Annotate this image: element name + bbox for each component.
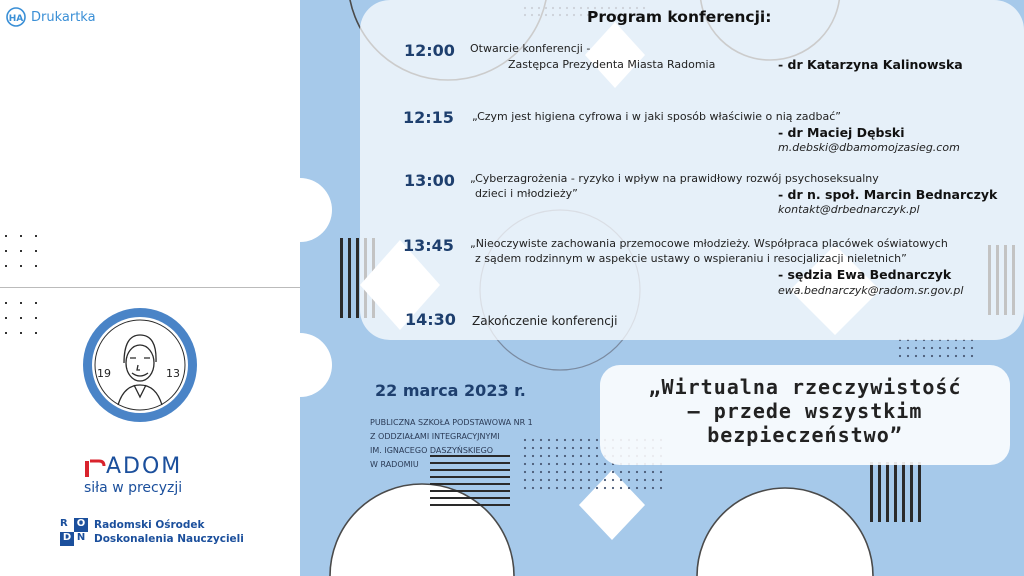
left-panel — [0, 0, 300, 576]
rodn-badge-cell: R — [60, 518, 68, 529]
decorative-dot — [660, 479, 662, 481]
decorative-dot — [915, 355, 917, 357]
decorative-dot — [604, 463, 606, 465]
divider — [0, 287, 300, 288]
agenda-line: „Nieoczywiste zachowania przemocowe młodzieży. Współpraca placówek oświatowych — [470, 237, 948, 250]
decorative-dot — [652, 487, 654, 489]
decorative-dot — [939, 347, 941, 349]
decorative-dot — [35, 265, 37, 267]
decorative-dot — [596, 479, 598, 481]
speaker-email[interactable]: kontakt@drbednarczyk.pl — [778, 203, 920, 216]
decorative-dot — [636, 479, 638, 481]
drukartka-logo-icon — [6, 7, 26, 27]
school-line: Z ODDZIAŁAMI INTEGRACYJNYMI — [370, 432, 500, 441]
event-slogan — [605, 375, 1005, 447]
school-line: IM. IGNACEGO DASZYŃSKIEGO — [370, 446, 494, 455]
decorative-dot — [931, 347, 933, 349]
rodn-badge-cell: N — [76, 532, 86, 543]
decorative-dot — [564, 479, 566, 481]
program-title: Program konferencji: — [587, 8, 772, 26]
speaker-email[interactable]: m.debski@dbamomojzasieg.com — [778, 141, 960, 154]
decorative-dot — [620, 479, 622, 481]
decorative-dot — [572, 487, 574, 489]
rodn-name-line1: Radomski Ośrodek — [94, 519, 205, 531]
decorative-dot — [20, 317, 22, 319]
decorative-dot — [5, 235, 7, 237]
decorative-dot — [532, 487, 534, 489]
decorative-dot — [588, 487, 590, 489]
rodn-badge-cell: D — [60, 532, 74, 546]
decorative-dot — [915, 347, 917, 349]
speaker-name: - sędzia Ewa Bednarczyk — [778, 267, 952, 282]
decorative-dot — [580, 479, 582, 481]
drukartka-logo-text: Drukartka — [31, 9, 96, 25]
decorative-dot — [5, 250, 7, 252]
decorative-dot — [556, 487, 558, 489]
decorative-dot — [644, 471, 646, 473]
decorative-dot — [907, 347, 909, 349]
decorative-dot — [955, 355, 957, 357]
decorative-dot — [620, 471, 622, 473]
decorative-dot — [644, 479, 646, 481]
decorative-dot — [588, 479, 590, 481]
speaker-email[interactable]: ewa.bednarczyk@radom.sr.gov.pl — [778, 284, 964, 297]
radom-logo-text: ADOM — [106, 454, 183, 479]
decorative-dot — [596, 439, 598, 441]
rodn-logo — [60, 518, 244, 546]
decorative-dot — [604, 487, 606, 489]
radom-logo — [84, 456, 214, 496]
decorative-dot — [971, 347, 973, 349]
time-label: 13:00 — [404, 171, 455, 190]
decorative-dot — [572, 479, 574, 481]
agenda-line: „Cyberzagrożenia - ryzyko i wpływ na prawidłowy rozwój psychoseksualny — [470, 172, 879, 185]
decorative-dot — [580, 487, 582, 489]
rodn-badge-cell: O — [74, 518, 88, 532]
rodn-name-line2: Doskonalenia Nauczycieli — [94, 533, 244, 545]
decorative-dot — [35, 235, 37, 237]
agenda-line: dzieci i młodzieży” — [475, 187, 578, 200]
decorative-dot — [628, 479, 630, 481]
decorative-dot — [612, 487, 614, 489]
decorative-dot — [923, 347, 925, 349]
event-date: 22 marca 2023 r. — [375, 381, 526, 400]
decorative-dot — [20, 235, 22, 237]
decorative-dot — [660, 471, 662, 473]
decorative-dot — [524, 487, 526, 489]
decorative-dot — [532, 479, 534, 481]
dot-grid — [0, 297, 40, 337]
decorative-dot — [636, 471, 638, 473]
decorative-dot — [963, 347, 965, 349]
medallion-year-right: 13 — [166, 367, 180, 380]
radom-r-icon — [84, 456, 106, 478]
decorative-dot — [628, 471, 630, 473]
svg-text:HA: HA — [8, 14, 24, 24]
decorative-dot — [20, 332, 22, 334]
decorative-dot — [907, 355, 909, 357]
decorative-dot — [540, 479, 542, 481]
decorative-dot — [636, 487, 638, 489]
decorative-dot — [5, 317, 7, 319]
radom-tagline: siła w precyzji — [84, 480, 183, 496]
decorative-dot — [931, 355, 933, 357]
decorative-dot — [596, 463, 598, 465]
agenda-line: Otwarcie konferencji - — [470, 42, 591, 55]
decorative-dot — [596, 455, 598, 457]
slogan-line: – przede wszystkim — [687, 399, 923, 423]
agenda-line: „Czym jest higiena cyfrowa i w jaki sposób właściwie o nią zadbać” — [472, 110, 841, 123]
decorative-dot — [612, 471, 614, 473]
decorative-dot — [604, 471, 606, 473]
school-line: W RADOMIU — [370, 460, 419, 469]
decorative-dot — [35, 317, 37, 319]
decorative-dot — [564, 487, 566, 489]
decorative-dot — [644, 487, 646, 489]
decorative-dot — [540, 487, 542, 489]
decorative-dot — [604, 479, 606, 481]
slogan-line: bezpieczeństwo” — [707, 423, 903, 447]
decorative-dot — [628, 487, 630, 489]
time-label: 12:15 — [403, 108, 454, 127]
agenda-line: z sądem rodzinnym w aspekcie ustawy o wspieraniu i resocjalizacji nieletnich” — [475, 252, 907, 265]
decorative-dot — [20, 250, 22, 252]
speaker-name: - dr Maciej Dębski — [778, 125, 905, 140]
decorative-dot — [556, 479, 558, 481]
decorative-dot — [947, 347, 949, 349]
decorative-dot — [548, 479, 550, 481]
decorative-dot — [899, 347, 901, 349]
decorative-dot — [899, 355, 901, 357]
decorative-dot — [660, 487, 662, 489]
speaker-name: - dr Katarzyna Kalinowska — [778, 57, 963, 72]
school-medallion — [80, 305, 200, 425]
decorative-dot — [971, 355, 973, 357]
medallion-year-left: 19 — [97, 367, 111, 380]
decorative-dot — [35, 332, 37, 334]
decorative-dot — [596, 471, 598, 473]
decorative-dot — [947, 355, 949, 357]
decorative-dot — [35, 250, 37, 252]
decorative-dot — [963, 355, 965, 357]
drukartka-logo[interactable] — [6, 6, 96, 28]
dot-grid — [0, 230, 40, 270]
decorative-dot — [596, 487, 598, 489]
decorative-dot — [524, 479, 526, 481]
decorative-dot — [20, 302, 22, 304]
decorative-dot — [35, 302, 37, 304]
decorative-dot — [923, 355, 925, 357]
decorative-dot — [5, 332, 7, 334]
decorative-dot — [652, 479, 654, 481]
rodn-badge — [60, 518, 88, 546]
decorative-dot — [955, 347, 957, 349]
decorative-dot — [5, 265, 7, 267]
decorative-dot — [939, 355, 941, 357]
decorative-dot — [652, 471, 654, 473]
decorative-dot — [5, 302, 7, 304]
decorative-dot — [596, 447, 598, 449]
decorative-dot — [620, 487, 622, 489]
speaker-name: - dr n. społ. Marcin Bednarczyk — [778, 187, 998, 202]
conference-poster — [300, 0, 1024, 576]
school-info — [370, 416, 590, 472]
agenda-line: Zakończenie konferencji — [472, 314, 618, 328]
decorative-dot — [20, 265, 22, 267]
time-label: 12:00 — [404, 41, 455, 60]
slogan-line: „Wirtualna rzeczywistość — [648, 375, 962, 399]
time-label: 14:30 — [405, 310, 456, 329]
decorative-dot — [548, 487, 550, 489]
agenda-line: Zastępca Prezydenta Miasta Radomia — [508, 58, 716, 71]
decorative-dot — [612, 479, 614, 481]
school-line: PUBLICZNA SZKOŁA PODSTAWOWA NR 1 — [370, 418, 533, 427]
time-label: 13:45 — [403, 236, 454, 255]
